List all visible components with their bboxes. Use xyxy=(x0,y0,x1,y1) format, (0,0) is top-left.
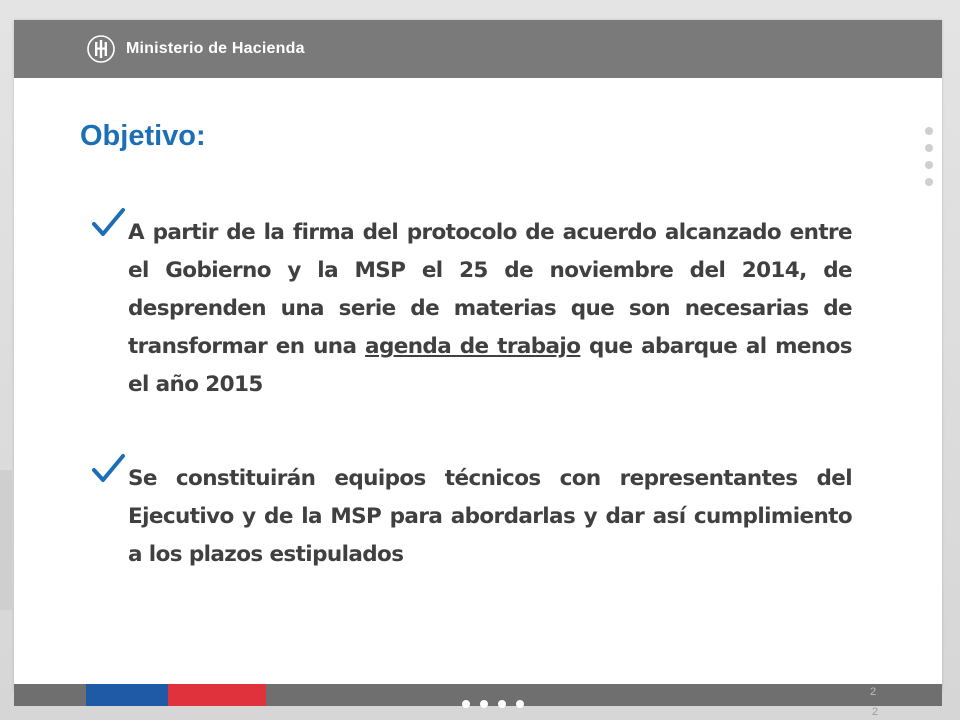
flag-stripe-red xyxy=(168,684,266,706)
left-edge-tab xyxy=(0,470,12,610)
ministry-name: Ministerio de Hacienda xyxy=(126,40,305,57)
bullet-text-1 xyxy=(128,214,852,404)
side-dots-decoration xyxy=(924,126,934,190)
footer-bar xyxy=(14,684,942,706)
checkmark-icon xyxy=(90,452,126,486)
bullet-text-1-lead: A partir de la firma del protocolo de acuerdo alcanzado entre el Gobierno y la MSP el 25 de noviembre del 2014, de desprenden una serie de materias que son necesarias de transformar en una xyxy=(128,220,852,359)
ministry-logo xyxy=(86,30,305,68)
checkmark-icon xyxy=(90,206,126,240)
bullet-text-1-tail: que abarque al menos el año 2015 xyxy=(128,334,852,397)
bullet-text-1-underlined: agenda de trabajo xyxy=(365,334,581,359)
slide-panel xyxy=(14,20,942,690)
header-bar xyxy=(14,20,942,78)
flag-stripe-blue xyxy=(86,684,168,706)
bullet-item-1 xyxy=(90,214,860,404)
page-number-below: 2 xyxy=(872,706,879,718)
slide-title: Objetivo: xyxy=(80,120,206,152)
ministry-emblem-icon xyxy=(86,34,116,64)
bullet-text-2: Se constituirán equipos técnicos con representantes del Ejecutivo y de la MSP para abordarlas y dar así cumplimiento a los plazos estipulados xyxy=(128,466,852,567)
footer-dots-decoration xyxy=(460,698,530,710)
page-number: 2 xyxy=(870,686,877,698)
bullet-item-2 xyxy=(90,460,860,574)
